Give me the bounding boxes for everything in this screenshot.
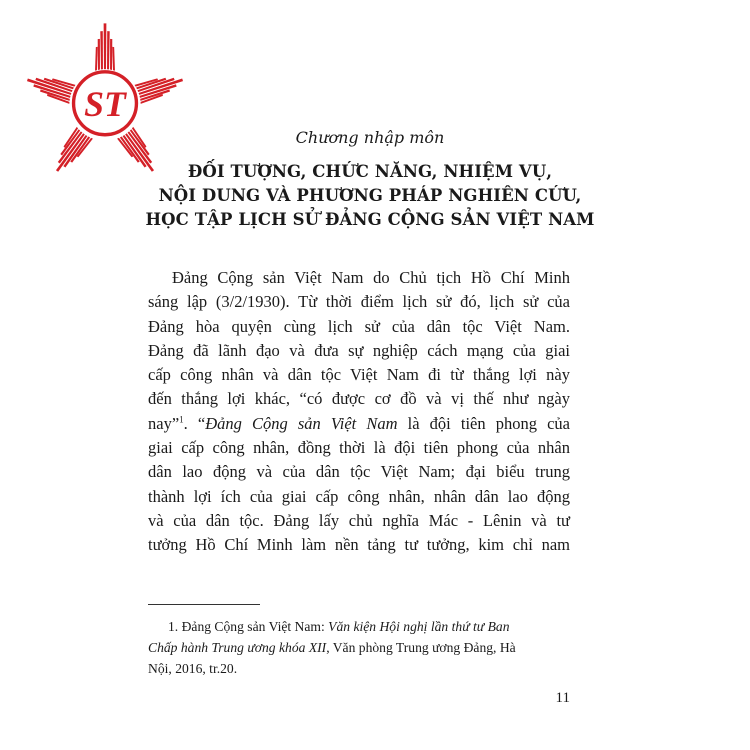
- logo-ray: [110, 39, 112, 70]
- footnote-text: 1. Đảng Cộng sản Việt Nam:: [168, 619, 329, 634]
- chapter-title-line: NỘI DUNG VÀ PHƯƠNG PHÁP NGHIÊN CỨU,: [158, 186, 582, 205]
- body-line: tưởng Hồ Chí Minh làm nền tảng tư tưởng, kim chỉ nam: [148, 535, 570, 555]
- footnote-text-italic: Chấp hành Trung ương khóa XII: [148, 640, 327, 655]
- body-line: [148, 412, 570, 436]
- body-text-fragment: . “: [183, 413, 206, 433]
- logo-text: ST: [84, 84, 126, 125]
- page-number: 11: [555, 690, 570, 706]
- body-text-fragment: nay”: [148, 413, 180, 433]
- body-line: dân lao động và của dân tộc Việt Nam; đại biểu trung: [148, 462, 570, 482]
- footnote-ref: 1: [179, 414, 184, 425]
- chapter-label: Chương nhập môn: [295, 128, 445, 147]
- logo-ray: [112, 47, 115, 71]
- footnote-divider: [148, 604, 260, 605]
- body-line: Đảng đã lãnh đạo và đưa sự nghiệp cách mạng của giai: [148, 340, 570, 360]
- footnote-line: [148, 616, 568, 637]
- chapter-title-line: ĐỐI TƯỢNG, CHỨC NĂNG, NHIỆM VỤ,: [187, 162, 553, 181]
- footnote-line: Nội, 2016, tr.20.: [148, 661, 238, 676]
- chapter-title-line: HỌC TẬP LỊCH SỬ ĐẢNG CỘNG SẢN VIỆT NAM: [145, 210, 595, 229]
- footnote-text-italic: Văn kiện Hội nghị lần thứ tư Ban: [328, 619, 510, 634]
- logo-ray: [100, 31, 103, 69]
- logo-ray: [104, 23, 107, 69]
- body-line: sáng lập (3/2/1930). Từ thời điểm lịch sử đó, lịch sử của: [148, 292, 570, 312]
- footnote: [148, 616, 568, 679]
- footnote-text: , Văn phòng Trung ương Đảng, Hà: [326, 640, 516, 655]
- body-paragraph: [148, 266, 570, 558]
- body-line: đến thắng lợi khác, “có được cơ đồ và vị thế như ngày: [148, 389, 570, 409]
- logo-ray: [95, 47, 98, 71]
- body-line: Đảng hòa quyện cùng lịch sử của dân tộc Việt Nam.: [148, 316, 570, 336]
- body-text-italic: Đảng Cộng sản Việt Nam: [205, 413, 398, 433]
- logo-ray: [107, 31, 110, 69]
- body-line: thành lợi ích của giai cấp công nhân, nhân dân lao động: [148, 486, 570, 506]
- chapter-title: [140, 160, 600, 232]
- footnote-line: [148, 637, 568, 658]
- body-line: Đảng Cộng sản Việt Nam do Chủ tịch Hồ Chí Minh: [172, 268, 570, 287]
- logo-ray: [98, 39, 100, 70]
- body-line: cấp công nhân và dân tộc Việt Nam đi từ thắng lợi này: [148, 365, 570, 385]
- body-line: giai cấp công nhân, đồng thời là đội tiên phong của nhân: [148, 438, 570, 458]
- body-text-fragment: là đội tiên phong của: [397, 413, 570, 433]
- body-line: và của dân tộc. Đảng lấy chủ nghĩa Mác - Lênin và tư: [148, 510, 570, 530]
